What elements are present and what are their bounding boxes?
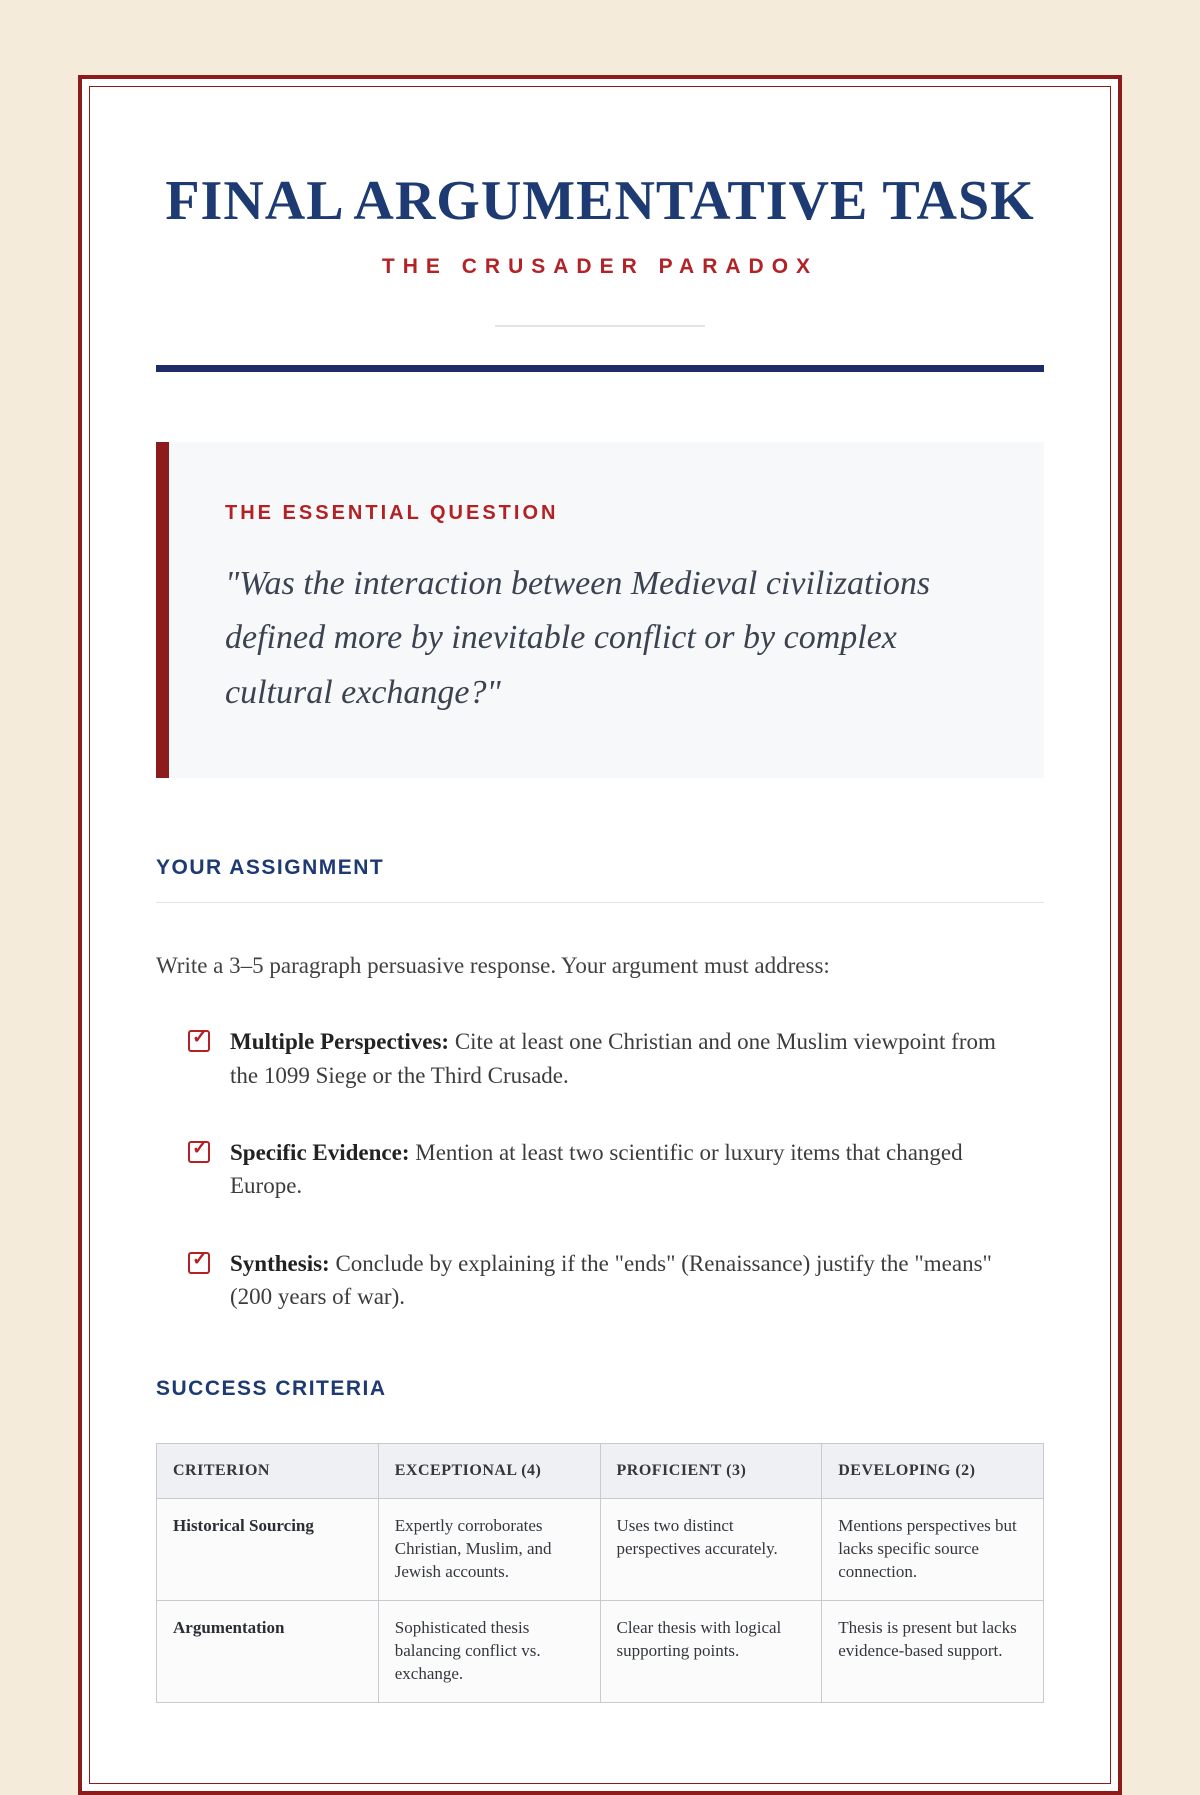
- checklist-item-text: [230, 1247, 1020, 1314]
- rubric-cell: Mentions perspectives but lacks specific source connection.: [822, 1499, 1044, 1601]
- assignment-heading: YOUR ASSIGNMENT: [156, 856, 385, 880]
- rubric-cell: Thesis is present but lacks evidence-based support.: [822, 1601, 1044, 1703]
- column-header-criterion: CRITERION: [157, 1444, 379, 1499]
- checklist-item-label: Multiple Perspectives:: [230, 1029, 450, 1055]
- essential-question-panel: [156, 442, 1044, 778]
- column-header-developing: DEVELOPING (2): [822, 1444, 1044, 1499]
- rubric-cell: Uses two distinct perspectives accurately.: [600, 1499, 822, 1601]
- criterion-name: Argumentation: [157, 1601, 379, 1703]
- column-header-proficient: PROFICIENT (3): [600, 1444, 822, 1499]
- checklist-item-body: Mention at least two scientific or luxury items that changed Europe.: [230, 1139, 963, 1199]
- assignment-intro: Write a 3–5 paragraph persuasive response. Your argument must address:: [156, 953, 830, 979]
- column-header-exceptional: EXCEPTIONAL (4): [378, 1444, 600, 1499]
- list-item: [156, 1025, 1044, 1092]
- checklist-item-label: Synthesis:: [230, 1250, 330, 1276]
- navy-rule: [156, 365, 1044, 372]
- checklist-item-label: Specific Evidence:: [230, 1139, 410, 1165]
- essential-question-heading: THE ESSENTIAL QUESTION: [225, 502, 559, 524]
- checkbox-checked-icon: [188, 1141, 210, 1163]
- list-item: [156, 1136, 1044, 1203]
- checklist-item-body: Cite at least one Christian and one Muslim viewpoint from the 1099 Siege or the Third Crusade.: [230, 1029, 996, 1088]
- success-criteria-table: [156, 1443, 1044, 1703]
- subtitle-divider: [495, 325, 705, 327]
- checkbox-checked-icon: [188, 1030, 210, 1052]
- table-row: [157, 1601, 1044, 1703]
- page-title: FINAL ARGUMENTATIVE TASK: [165, 170, 1035, 232]
- checklist-item-text: [230, 1136, 1020, 1203]
- checklist-item-text: [230, 1025, 1020, 1092]
- list-item: [156, 1247, 1044, 1314]
- rubric-cell: Expertly corroborates Christian, Muslim, and Jewish accounts.: [378, 1499, 600, 1601]
- checklist-item-body: Conclude by explaining if the "ends" (Renaissance) justify the "means" (200 years of war).: [230, 1250, 992, 1309]
- assignment-divider: [156, 902, 1044, 903]
- document-frame-inner: [89, 86, 1111, 1784]
- essential-question-quote: "Was the interaction between Medieval civilizations defined more by inevitable conflict or by complex cultural exchange?": [225, 565, 931, 711]
- page-subtitle: THE CRUSADER PARADOX: [381, 255, 819, 278]
- criteria-heading: SUCCESS CRITERIA: [156, 1377, 387, 1401]
- checkbox-checked-icon: [188, 1252, 210, 1274]
- assignment-checklist: [156, 1025, 1044, 1313]
- table-header-row: [157, 1444, 1044, 1499]
- rubric-cell: Sophisticated thesis balancing conflict vs. exchange.: [378, 1601, 600, 1703]
- document-frame: [78, 75, 1122, 1795]
- rubric-cell: Clear thesis with logical supporting points.: [600, 1601, 822, 1703]
- table-row: [157, 1499, 1044, 1601]
- criterion-name: Historical Sourcing: [157, 1499, 379, 1601]
